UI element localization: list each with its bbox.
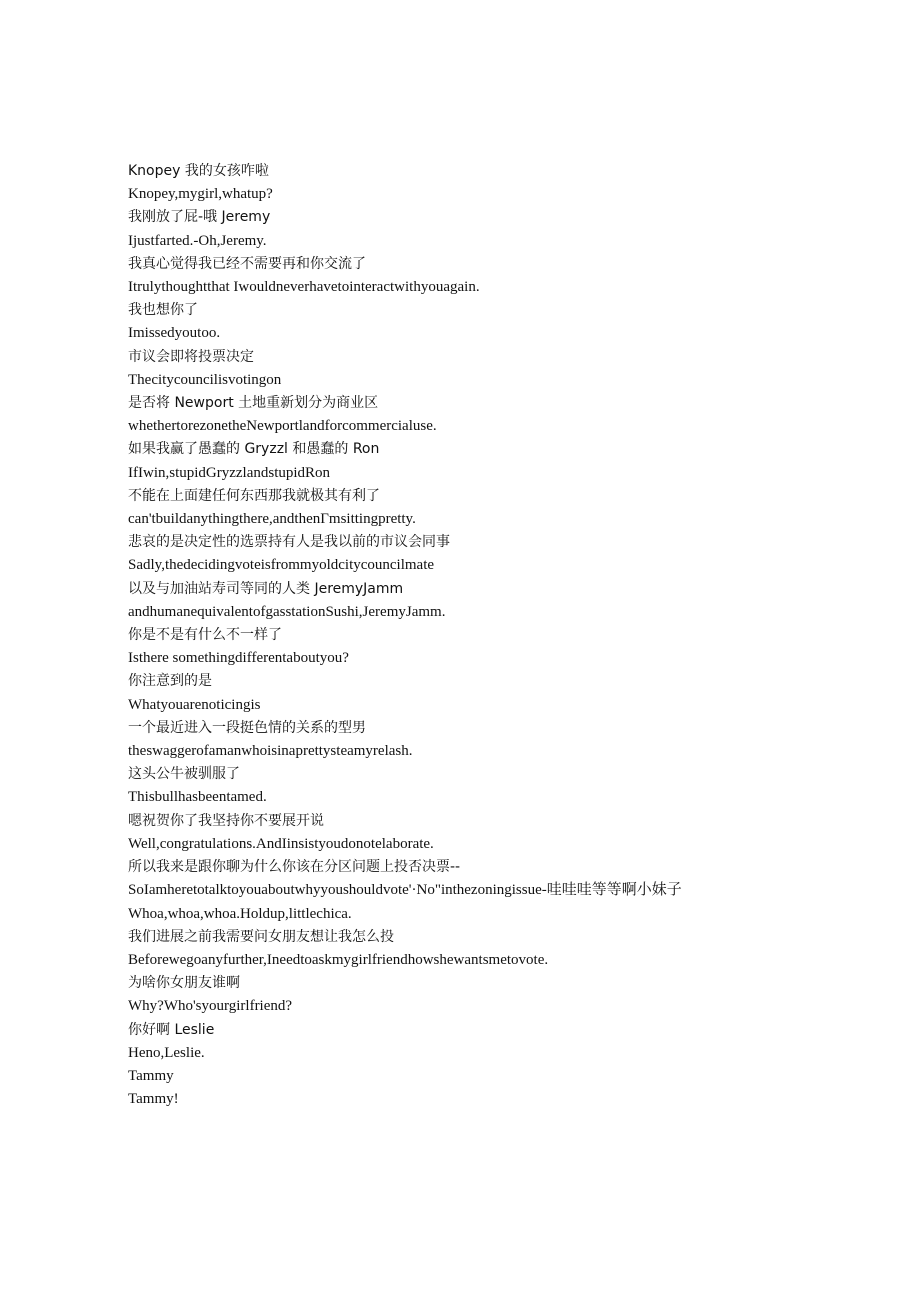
subtitle-line-chinese: 嗯祝贺你了我坚持你不要展开说 xyxy=(128,812,324,829)
subtitle-line-english: andhumanequivalentofgasstationSushi,JeremyJamm. xyxy=(128,603,446,620)
subtitle-line-english: IfIwin,stupidGryzzlandstupidRon xyxy=(128,464,331,481)
subtitle-line-chinese: 你注意到的是 xyxy=(128,673,212,690)
subtitle-line-english: Heno,Leslie. xyxy=(128,1044,205,1061)
subtitle-line-chinese: 我们进展之前我需要问女朋友想让我怎么投 xyxy=(128,928,394,945)
subtitle-line-chinese: 所以我来是跟你聊为什么你该在分区问题上投否决票-- xyxy=(128,859,461,876)
subtitle-line-english: Knopey,mygirl,whatup? xyxy=(128,186,273,203)
subtitle-line-chinese: 我真心觉得我已经不需要再和你交流了 xyxy=(128,255,366,272)
subtitle-line-english: Why?Who'syourgirlfriend? xyxy=(128,998,293,1015)
subtitle-line-chinese: 为啥你女朋友谁啊 xyxy=(128,975,240,992)
subtitle-line-english: Sadly,thedecidingvoteisfrommyoldcitycouncilmate xyxy=(128,557,435,574)
subtitle-line-english: Ijustfarted.-Oh,Jeremy. xyxy=(128,232,267,249)
subtitle-line-chinese: 是否将 Newport 土地重新划分为商业区 xyxy=(128,395,379,412)
subtitle-line-english: whethertorezonetheNewportlandforcommercialuse. xyxy=(128,418,437,435)
subtitle-line-chinese: 一个最近进入一段挺色情的关系的型男 xyxy=(128,719,366,736)
subtitle-line-english: can'tbuildanythingthere,andthenΓmsittingpretty. xyxy=(128,511,416,528)
subtitle-line-chinese: 你好啊 Leslie xyxy=(128,1021,215,1038)
subtitle-line-english: Isthere somethingdifferentaboutyou? xyxy=(128,650,349,667)
subtitle-line-chinese: 你是不是有什么不一样了 xyxy=(128,627,282,644)
subtitle-line-chinese: 我也想你了 xyxy=(128,302,198,319)
subtitle-line-english: Thecitycouncilisvotingon xyxy=(128,371,282,388)
subtitle-line-chinese: 悲哀的是决定性的选票持有人是我以前的市议会同事 xyxy=(128,534,450,551)
subtitle-line-english: Tammy xyxy=(128,1067,174,1084)
subtitle-line-chinese: 如果我赢了愚蠢的 Gryzzl 和愚蠢的 Ron xyxy=(128,441,380,458)
subtitle-line-english: Whatyouarenoticingis xyxy=(128,696,261,713)
subtitle-line-english: Itrulythoughtthat Iwouldneverhavetointeractwithyouagain. xyxy=(128,279,480,296)
subtitle-line-chinese: Knopey 我的女孩咋啦 xyxy=(128,163,269,179)
subtitle-line-english: Tammy! xyxy=(128,1091,179,1108)
subtitle-line-english: Whoa,whoa,whoa.Holdup,littlechica. xyxy=(128,905,352,922)
subtitle-line-english: Beforewegoanyfurther,Ineedtoaskmygirlfriendhowshewantsmetovote. xyxy=(128,951,549,968)
subtitle-transcript xyxy=(128,160,708,1111)
subtitle-line-chinese: 这头公牛被驯服了 xyxy=(128,766,240,783)
subtitle-line-english: theswaggerofamanwhoisinaprettysteamyrelash. xyxy=(128,743,413,760)
subtitle-line-english: Well,congratulations.AndIinsistyoudonotelaborate. xyxy=(128,835,434,852)
subtitle-line-chinese: 市议会即将投票决定 xyxy=(128,348,254,365)
subtitle-line-english: Thisbullhasbeentamed. xyxy=(128,789,267,806)
subtitle-line-english: Imissedyoutoo. xyxy=(128,325,221,342)
subtitle-line-english: SoIamheretotalktoyouaboutwhyyoushouldvote'·No"inthezoningissue-哇哇哇等等啊小妹子 xyxy=(128,882,682,899)
subtitle-line-chinese: 我刚放了屁-哦 Jeremy xyxy=(128,209,271,226)
subtitle-line-chinese: 以及与加油站寿司等同的人类 JeremyJamm xyxy=(128,580,404,597)
subtitle-line-chinese: 不能在上面建任何东西那我就极其有利了 xyxy=(128,487,380,504)
